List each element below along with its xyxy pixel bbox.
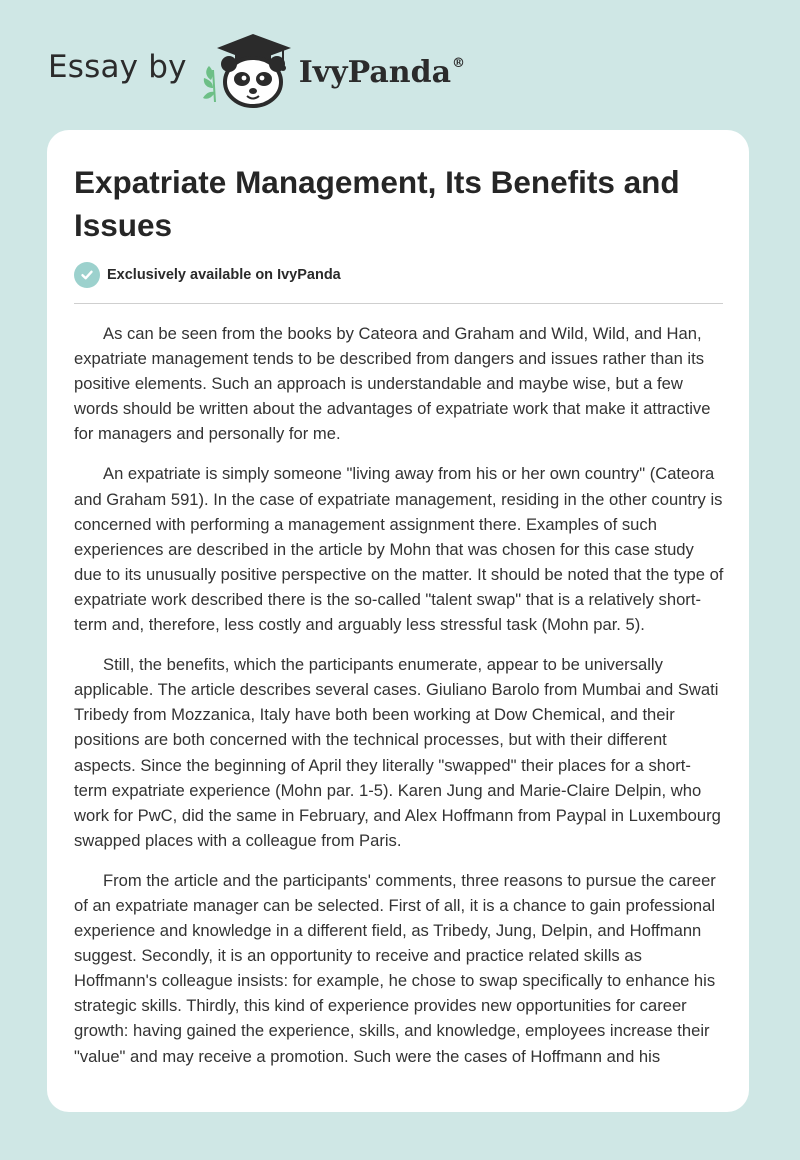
badge-label: Exclusively available on IvyPanda [107, 267, 341, 283]
site-header [48, 30, 465, 110]
exclusive-badge [74, 262, 341, 288]
divider [74, 303, 723, 304]
check-icon [74, 262, 100, 288]
essay-card [47, 130, 749, 1112]
panda-graduate-logo-icon[interactable] [201, 30, 295, 110]
paragraph: From the article and the participants' comments, three reasons to pursue the career of an expatriate manager can be selected. First of all, it is a chance to gain professional experience and knowledge in a different field, as Tribedy, Jung, Delpin, and Hoffmann suggest. Secondly, it is an opportunity to receive and practice related skills as Hoffmann's colleague insists: for example, he chose to swap specifically to enhance his strategic skills. Thirdly, this kind of experience provides new opportunities for career growth: having gained the experience, skills, and knowledge, employees increase their "value" and may receive a promotion. Such were the cases of Hoffmann and his [74, 870, 716, 1066]
brand-name[interactable] [299, 55, 465, 90]
brand-text: IvyPanda [298, 54, 452, 90]
registered-mark: ® [452, 55, 466, 71]
paragraph: An expatriate is simply someone "living away from his or her own country" (Cateora and Graham 591). In the case of expatriate management, residing in the other country is concerned with performing a management assignment there. Examples of such experiences are described in the article by Mohn that was chosen for this case study due to its unusually positive perspective on the matter. It should be noted that the type of expatriate work described there is the so-called "talent swap" that is a relatively short-term and, therefore, less costly and arguably less stressful task (Mohn par. 5). [74, 464, 724, 635]
paragraph: As can be seen from the books by Cateora and Graham and Wild, Wild, and Han, expatriate management tends to be described from dangers and issues rather than its positive elements. Such an approach is understandable and maybe wise, but a few words should be written about the advantages of expatriate work that make it attractive for managers and personally for me. [74, 324, 711, 444]
essay-body [74, 321, 724, 1084]
page-title: Expatriate Management, Its Benefits and Issues [74, 164, 680, 243]
paragraph: Still, the benefits, which the participants enumerate, appear to be universally applicable. The article describes several cases. Giuliano Barolo from Mumbai and Swati Tribedy from Mozzanica, Italy have both been working at Dow Chemical, and their positions are both concerned with the technical processes, but with their different aspects. Since the beginning of April they literally "swapped" their places for a short-term expatriate experience (Mohn par. 1-5). Karen Jung and Marie-Claire Delpin, who work for PwC, did the same in February, and Alex Hoffmann from Paypal in Luxembourg swapped places with a colleague from Paris. [74, 655, 721, 850]
essay-by-label: Essay by [48, 49, 187, 85]
